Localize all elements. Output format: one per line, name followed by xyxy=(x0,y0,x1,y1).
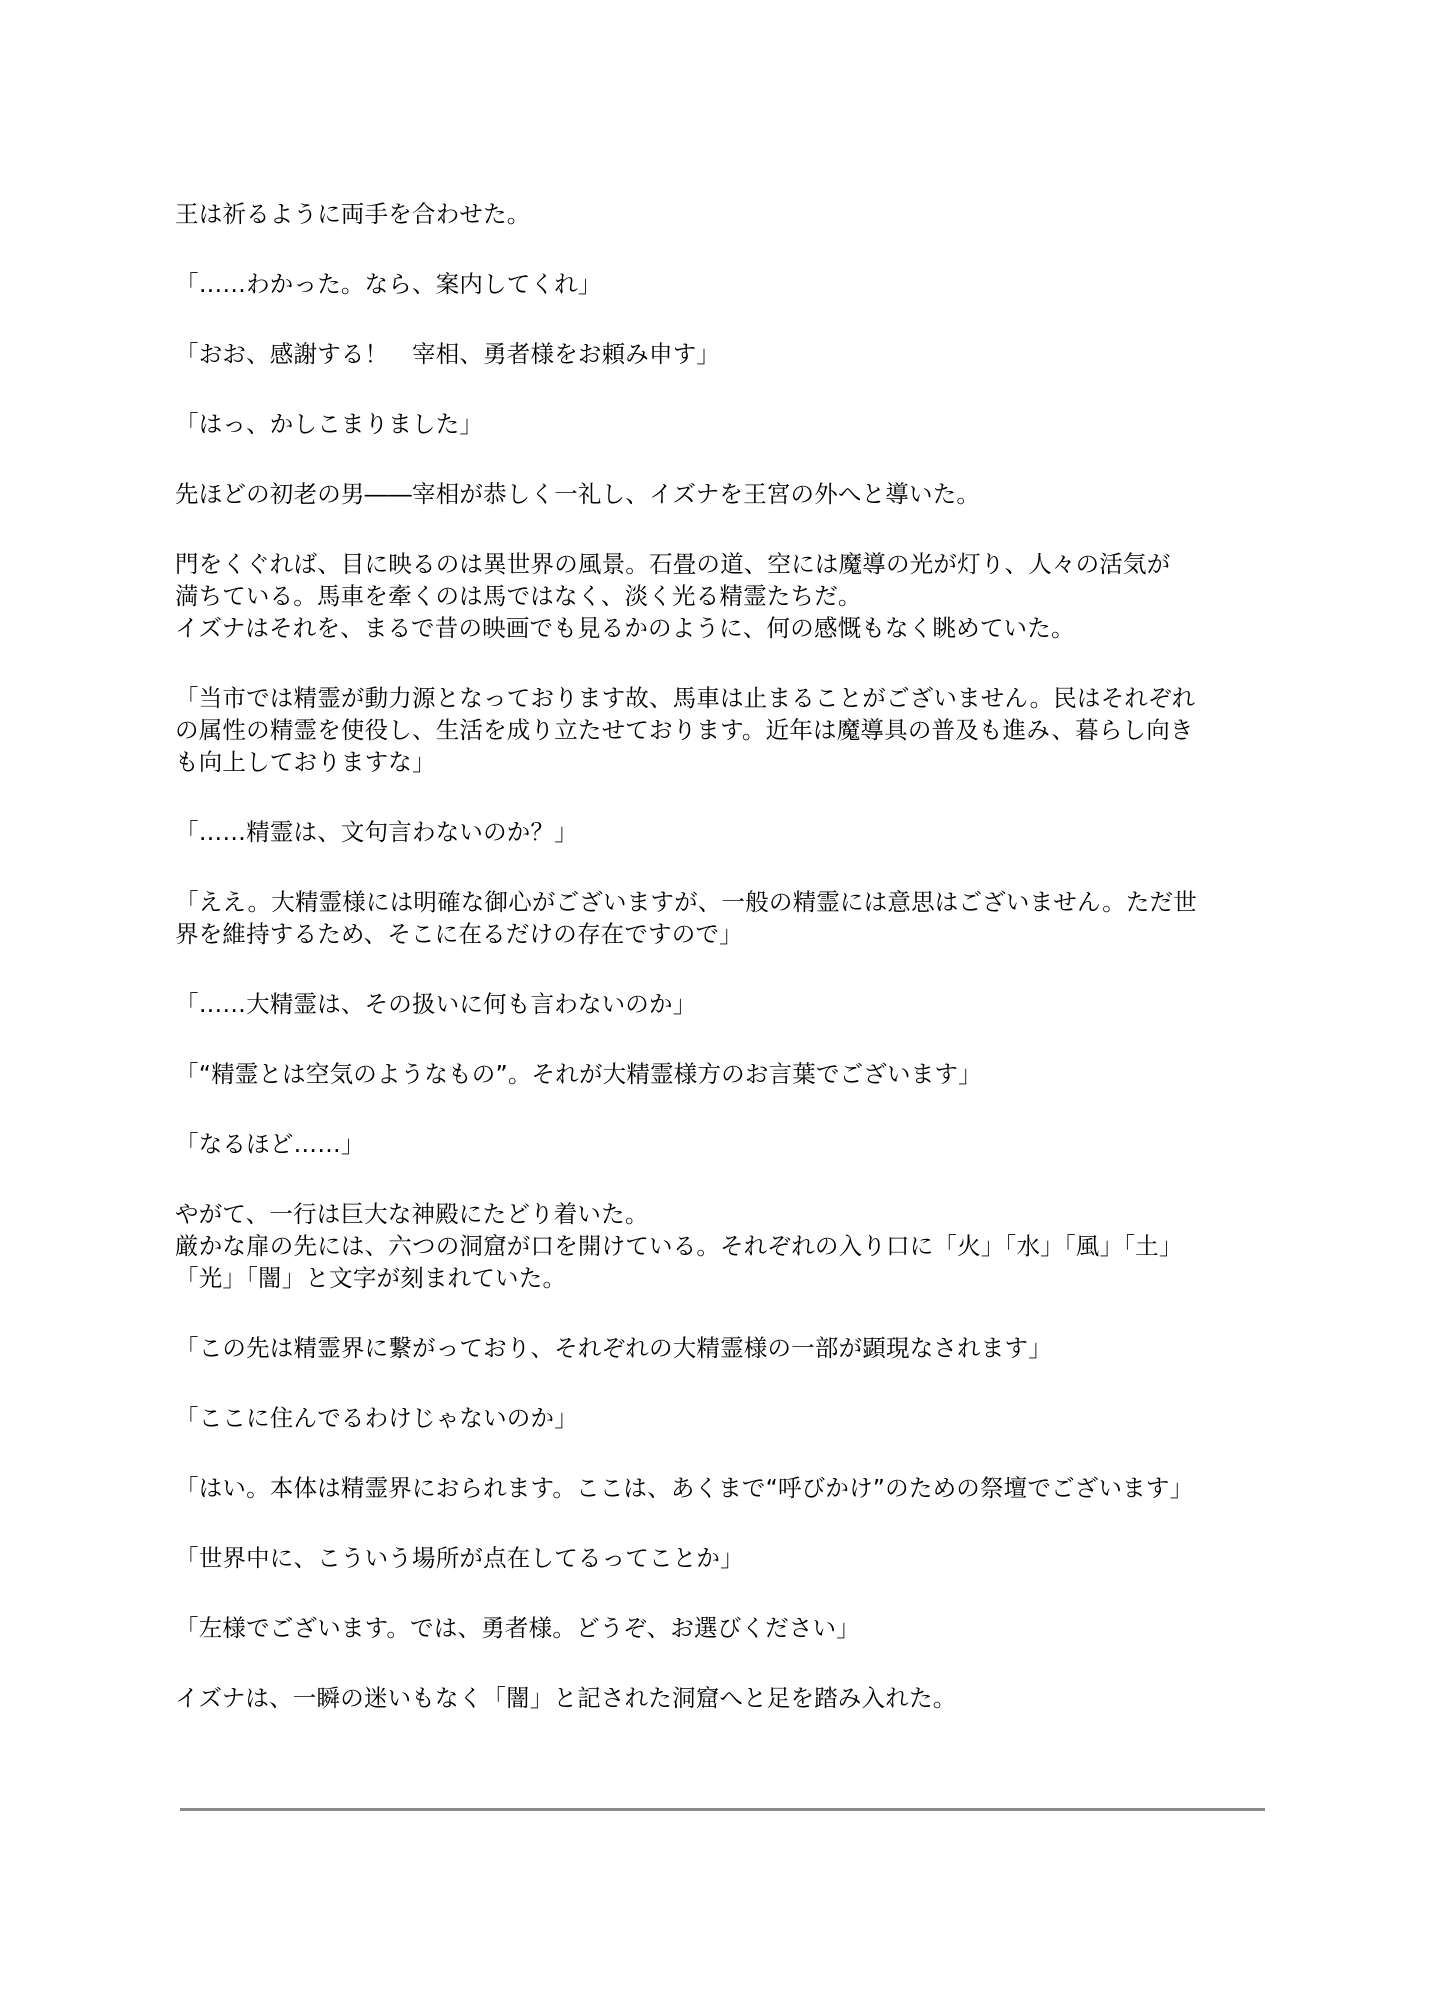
text-line: の属性の精霊を使役し、生活を成り立たせております。近年は魔導具の普及も進み、暮らし向き xyxy=(175,716,1194,744)
paragraph xyxy=(175,988,1265,1020)
paragraph xyxy=(175,1128,1265,1160)
text-line: 「光」「闇」と文字が刻まれていた。 xyxy=(175,1264,567,1292)
paragraph xyxy=(175,268,1265,300)
paragraph xyxy=(175,1198,1265,1294)
paragraph xyxy=(175,478,1265,510)
paragraph xyxy=(175,548,1265,644)
paragraph xyxy=(175,816,1265,848)
text-line: も向上しておりますな」 xyxy=(175,748,436,776)
paragraph xyxy=(175,886,1265,950)
text-line: イズナはそれを、まるで昔の映画でも見るかのように、何の感慨もなく眺めていた。 xyxy=(175,614,1075,642)
text-line: 「……わかった。なら、案内してくれ」 xyxy=(175,270,602,298)
paragraph xyxy=(175,198,1265,230)
paragraph xyxy=(175,1472,1265,1504)
text-line: 「おお、感謝する！ 宰相、勇者様をお頼み申す」 xyxy=(175,340,721,368)
paragraph xyxy=(175,1682,1265,1714)
text-line: 「当市では精霊が動力源となっております故、馬車は止まることがございません。民はそれぞれ xyxy=(175,684,1196,712)
paragraph xyxy=(175,338,1265,370)
text-line: 界を維持するため、そこに在るだけの存在ですので」 xyxy=(175,920,743,948)
paragraph xyxy=(175,1402,1265,1434)
paragraph xyxy=(175,1542,1265,1574)
paragraph xyxy=(175,1332,1265,1364)
paragraph xyxy=(175,682,1265,778)
section-divider xyxy=(180,1808,1265,1811)
text-line: 門をくぐれば、目に映るのは異世界の風景。石畳の道、空には魔導の光が灯り、人々の活気が xyxy=(175,550,1171,578)
text-line: 「“精霊とは空気のようなもの”。それが大精霊様方のお言葉でございます」 xyxy=(175,1060,982,1088)
text-line: 満ちている。馬車を牽くのは馬ではなく、淡く光る精霊たちだ。 xyxy=(175,582,862,610)
text-line: 「世界中に、こういう場所が点在してるってことか」 xyxy=(175,1544,744,1572)
text-line: やがて、一行は巨大な神殿にたどり着いた。 xyxy=(175,1200,649,1228)
story-text xyxy=(175,198,1265,1752)
text-line: 「ええ。大精霊様には明確な御心がございますが、一般の精霊には意思はございません。ただ世 xyxy=(175,888,1197,916)
text-line: 「……大精霊は、その扱いに何も言わないのか」 xyxy=(175,990,697,1018)
text-line: 先ほどの初老の男――宰相が恭しく一礼し、イズナを王宮の外へと導いた。 xyxy=(175,480,981,508)
paragraph xyxy=(175,1058,1265,1090)
paragraph xyxy=(175,408,1265,440)
text-line: 「ここに住んでるわけじゃないのか」 xyxy=(175,1404,578,1432)
paragraph xyxy=(175,1612,1265,1644)
text-line: 「左様でございます。では、勇者様。どうぞ、お選びください」 xyxy=(175,1614,860,1642)
text-line: 「はい。本体は精霊界におられます。ここは、あくまで“呼びかけ”のための祭壇でございます」 xyxy=(175,1474,1194,1502)
text-line: 厳かな扉の先には、六つの洞窟が口を開けている。それぞれの入り口に「火」「水」「風」「土」 xyxy=(175,1232,1183,1260)
text-line: イズナは、一瞬の迷いもなく「闇」と記された洞窟へと足を踏み入れた。 xyxy=(175,1684,957,1712)
text-line: 「この先は精霊界に繋がっており、それぞれの大精霊様の一部が顕現なされます」 xyxy=(175,1334,1052,1362)
text-line: 「……精霊は、文句言わないのか？」 xyxy=(175,818,578,846)
text-line: 王は祈るように両手を合わせた。 xyxy=(175,200,531,228)
text-line: 「なるほど……」 xyxy=(175,1130,365,1158)
text-line: 「はっ、かしこまりました」 xyxy=(175,410,484,438)
